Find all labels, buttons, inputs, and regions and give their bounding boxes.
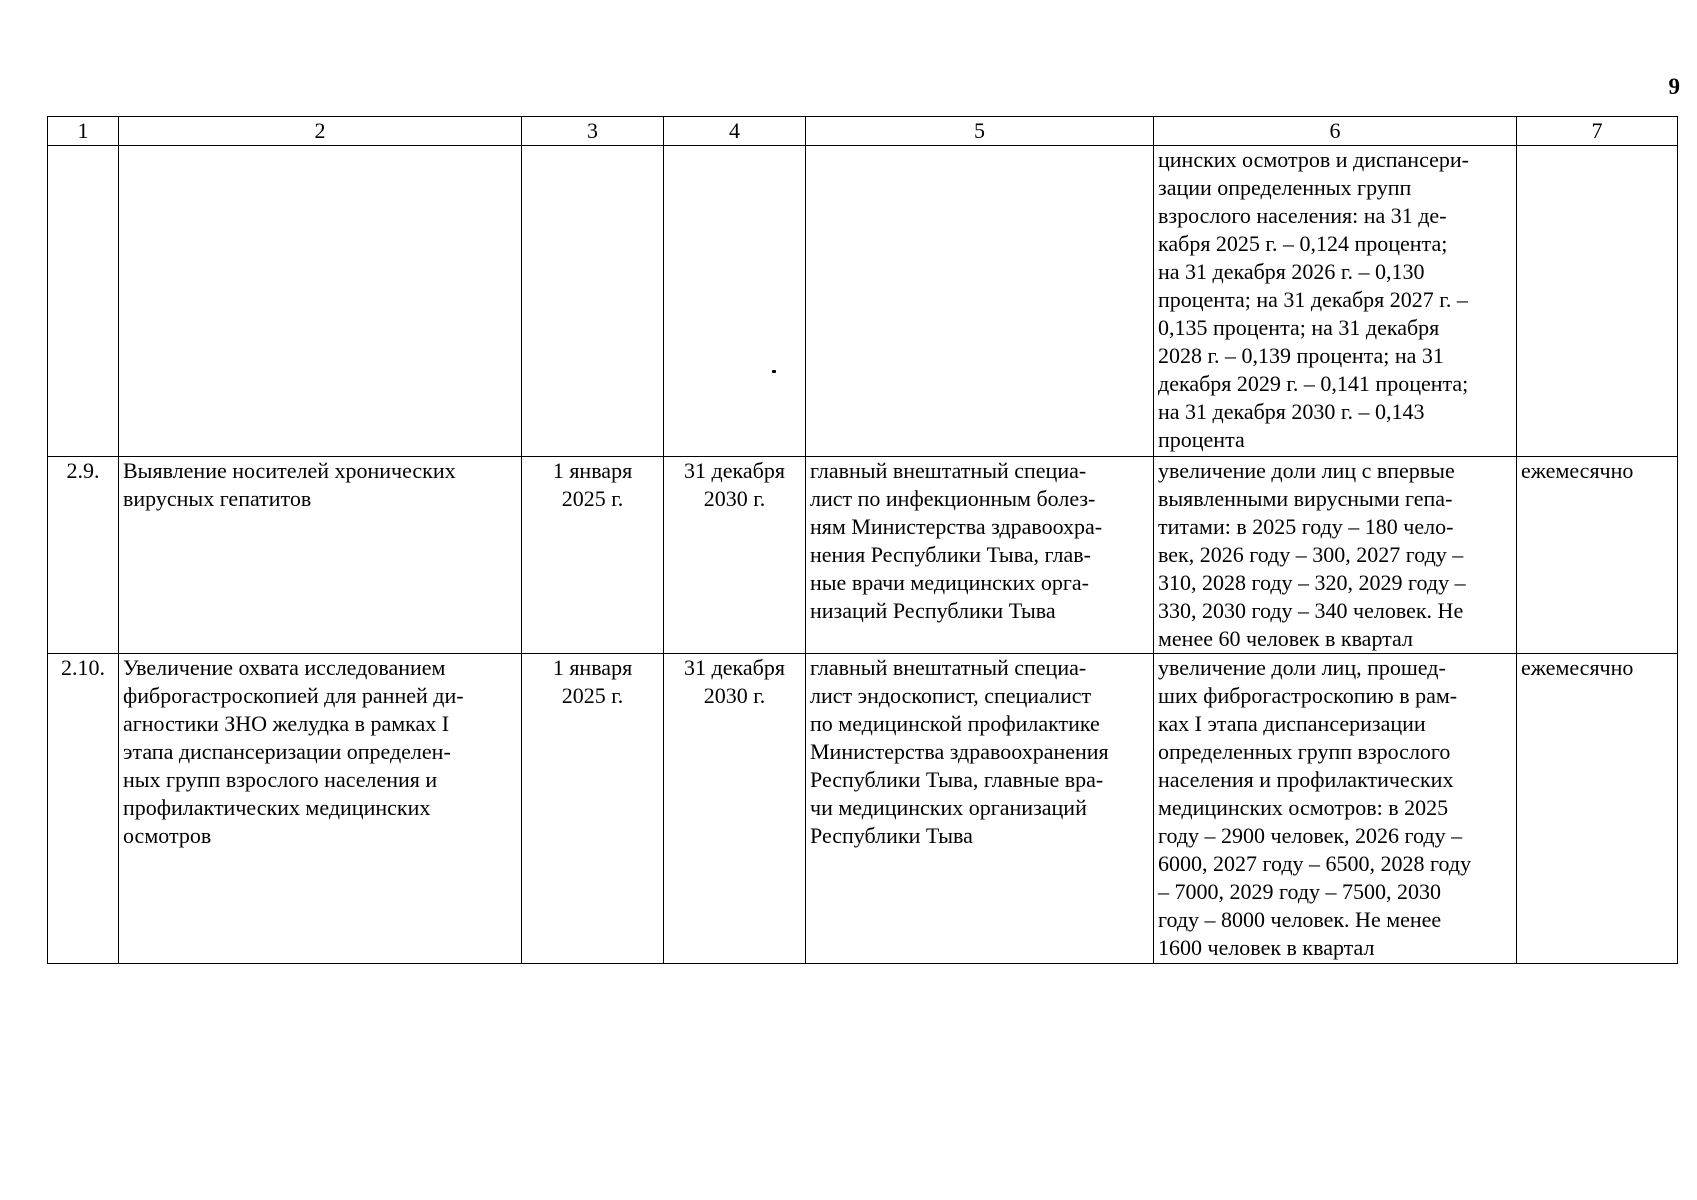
table-row — [48, 654, 1678, 964]
column-header: 1 — [48, 117, 119, 146]
column-header: 4 — [664, 117, 806, 146]
cell-number: 2.9. — [48, 457, 119, 654]
cell-frequency: ежемесячно — [1517, 654, 1678, 964]
table-row-continuation — [48, 146, 1678, 457]
cell-end: 31 декабря 2030 г. — [664, 654, 806, 964]
cell-responsible: главный внештатный специа- лист по инфекционным болез- ням Министерства здравоохра- нения Республики Тыва, глав- ные врачи медицинских орга- низаций Республики Тыва — [806, 457, 1154, 654]
cell-name: Увеличение охвата исследованием фиброгастроскопией для ранней ди- агностики ЗНО желудка в рамках I этапа диспансеризации определен- ных групп взрослого населения и профилактических медицинских осмотров — [119, 654, 522, 964]
column-header: 2 — [119, 117, 522, 146]
cell-number: 2.10. — [48, 654, 119, 964]
cell-frequency — [1517, 146, 1678, 457]
cell-frequency: ежемесячно — [1517, 457, 1678, 654]
cell-name — [119, 146, 522, 457]
cell-start — [522, 146, 664, 457]
cell-result: цинских осмотров и диспансери- зации определенных групп взрослого населения: на 31 де- кабря 2025 г. – 0,124 процента; на 31 декабря 2026 г. – 0,130 процента; на 31 декабря 2027 г. – 0,135 процента; на 31 декабря 2028 г. – 0,139 процента; на 31 декабря 2029 г. – 0,141 процента; на 31 декабря 2030 г. – 0,143 процента — [1154, 146, 1517, 457]
scan-speck — [772, 370, 776, 373]
cell-start: 1 января 2025 г. — [522, 654, 664, 964]
activity-table — [47, 116, 1678, 964]
table-row — [48, 457, 1678, 654]
page-number: 9 — [1668, 74, 1680, 99]
cell-end: 31 декабря 2030 г. — [664, 457, 806, 654]
cell-responsible: главный внештатный специа- лист эндоскопист, специалист по медицинской профилактике Министерства здравоохранения Республики Тыва, главные вра- чи медицинских организаций Республики Тыва — [806, 654, 1154, 964]
cell-number — [48, 146, 119, 457]
column-header: 7 — [1517, 117, 1678, 146]
cell-start: 1 января 2025 г. — [522, 457, 664, 654]
cell-name: Выявление носителей хронических вирусных гепатитов — [119, 457, 522, 654]
column-header: 6 — [1154, 117, 1517, 146]
table-header-row — [48, 117, 1678, 146]
cell-end — [664, 146, 806, 457]
column-header: 5 — [806, 117, 1154, 146]
cell-result: увеличение доли лиц, прошед- ших фиброгастроскопию в рам- ках I этапа диспансеризации определенных групп взрослого населения и профилактических медицинских осмотров: в 2025 году – 2900 человек, 2026 году – 6000, 2027 году – 6500, 2028 году – 7000, 2029 году – 7500, 2030 году – 8000 человек. Не менее 1600 человек в квартал — [1154, 654, 1517, 964]
cell-result: увеличение доли лиц с впервые выявленными вирусными гепа- титами: в 2025 году – 180 чело- век, 2026 году – 300, 2027 году – 310, 2028 году – 320, 2029 году – 330, 2030 году – 340 человек. Не менее 60 человек в квартал — [1154, 457, 1517, 654]
cell-responsible — [806, 146, 1154, 457]
column-header: 3 — [522, 117, 664, 146]
